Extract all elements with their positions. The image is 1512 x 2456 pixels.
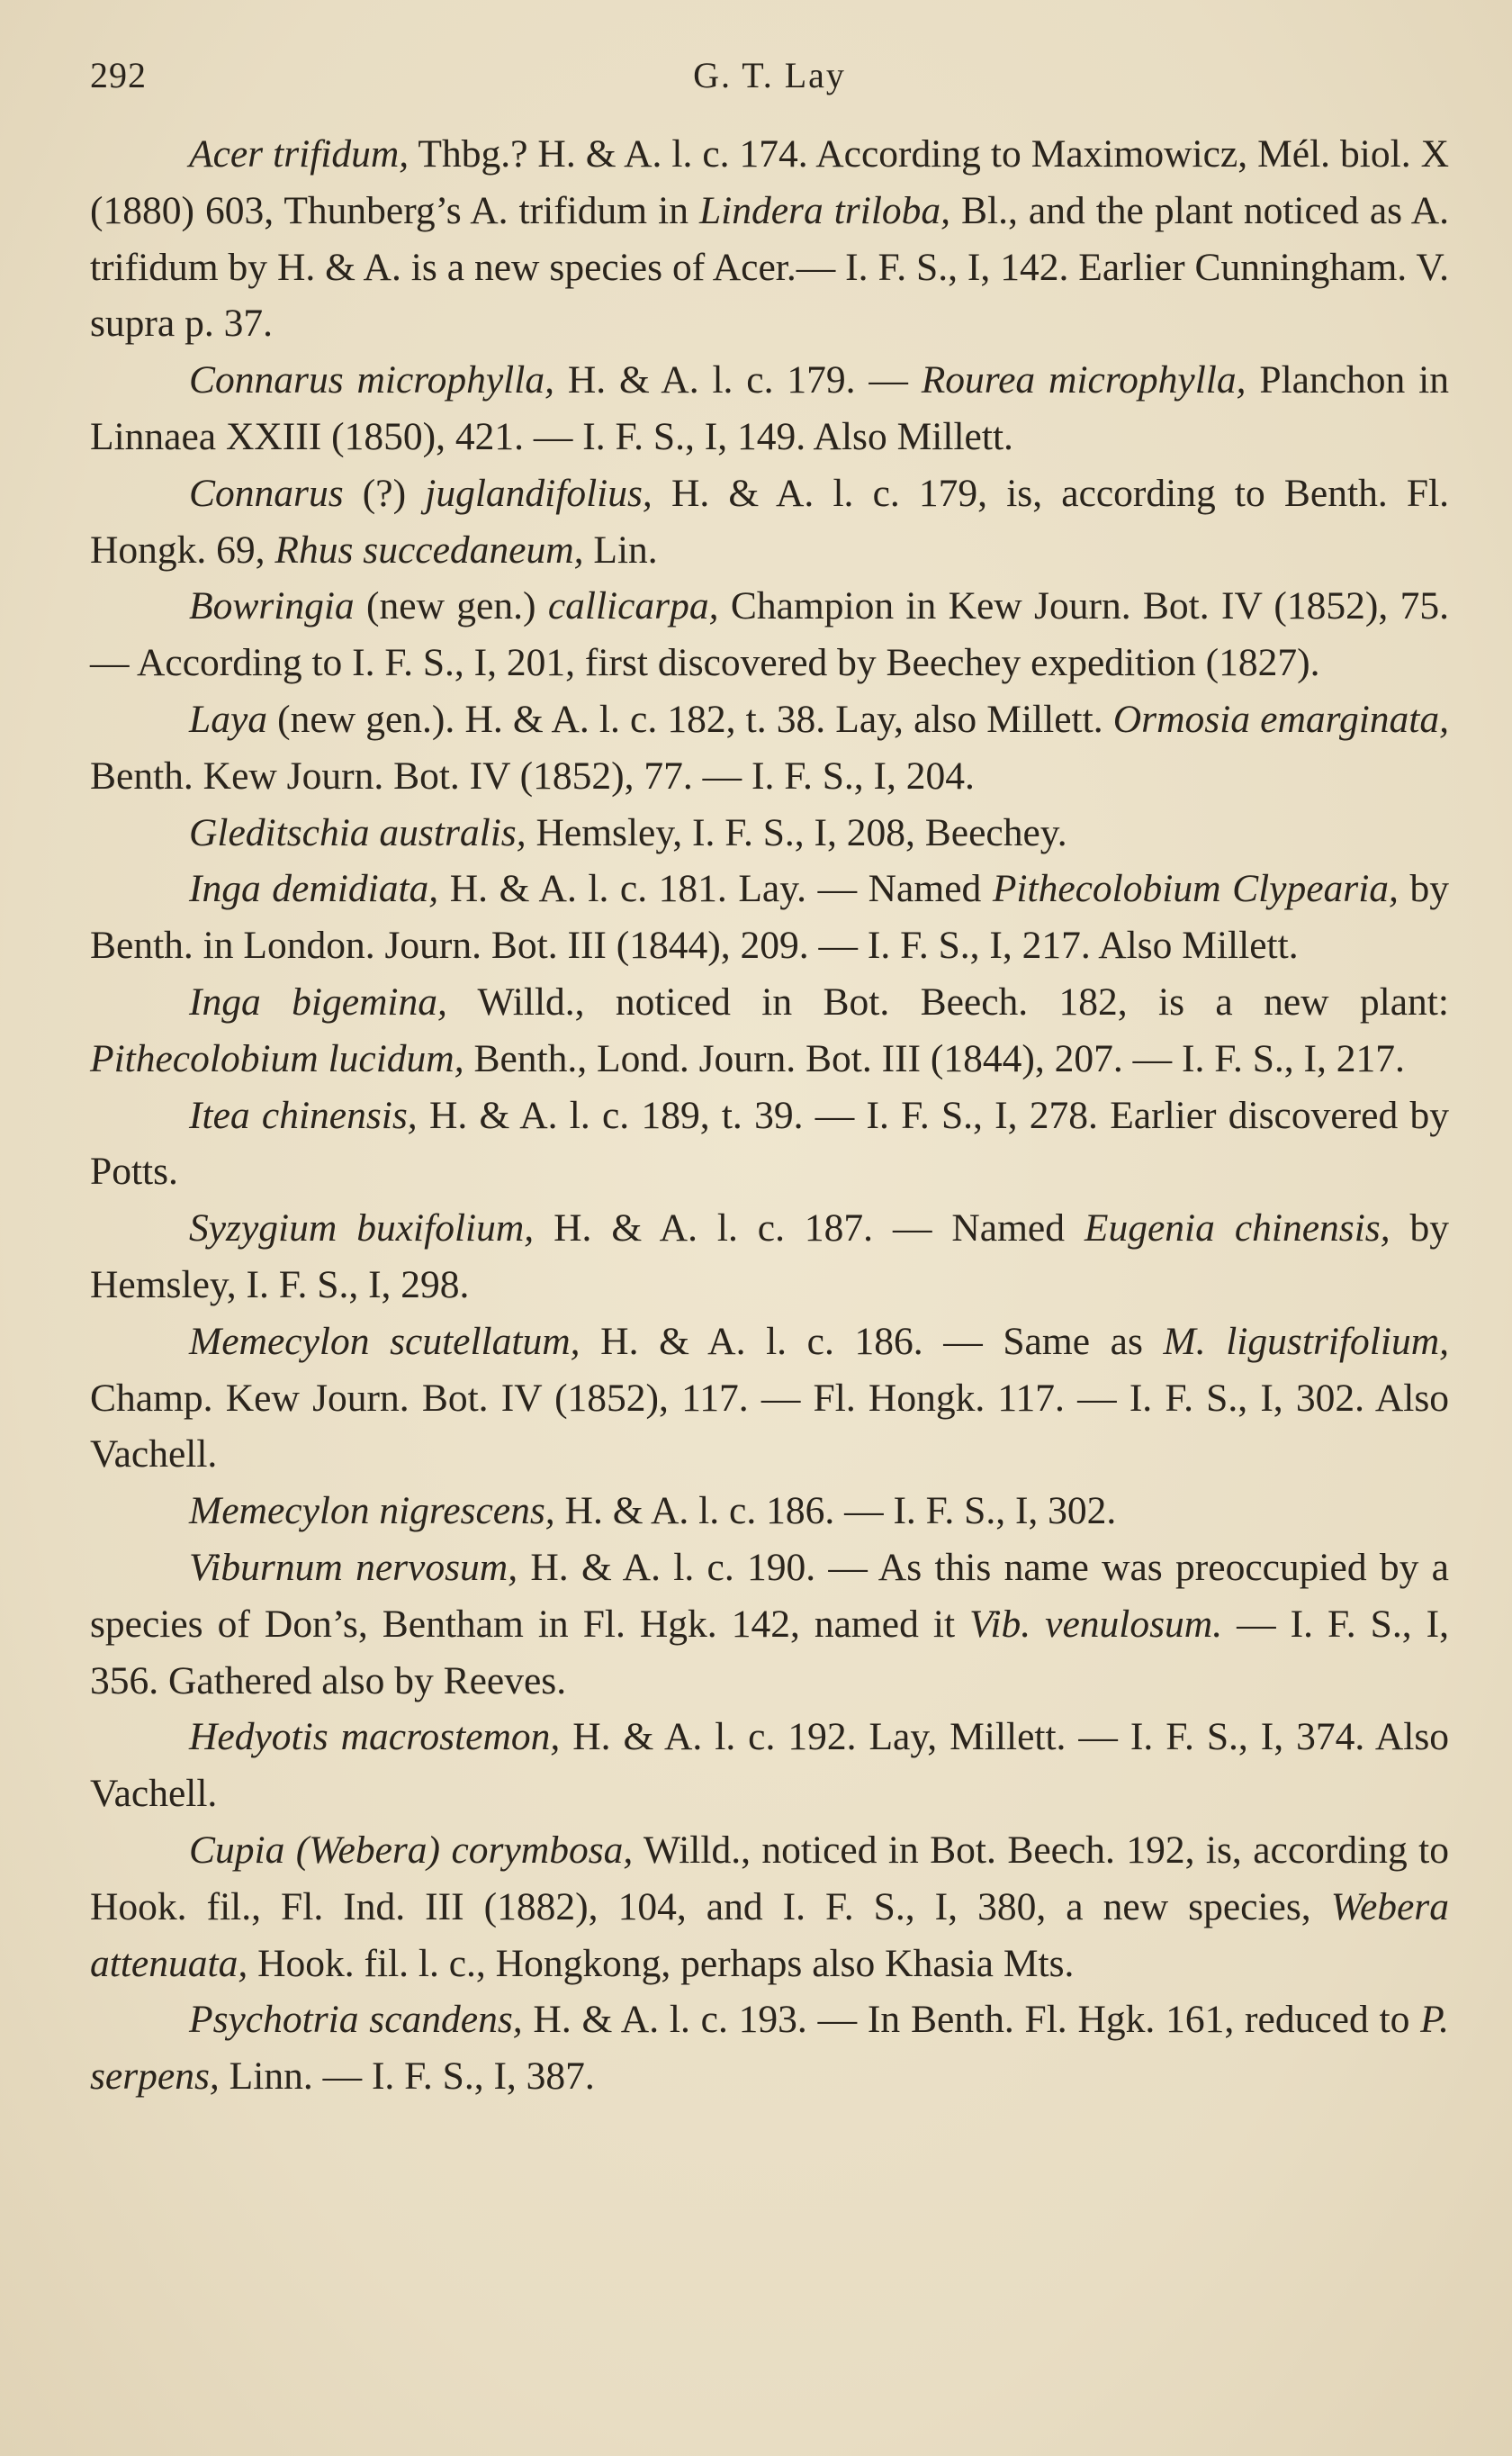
entry-text: Planchon in Linnaea XXIII (1850), 421. — I. F. S., I, 149. Also Millett. [90, 358, 1449, 458]
entry-text: Champion in Kew Journ. Bot. IV (1852), 75. — According to I. F. S., I, 201, first discovered by Beechey expedition (1827). [90, 584, 1449, 685]
entry-text: by Benth. in London. Journ. Bot. III (1844), 209. — I. F. S., I, 217. Also Millett. [90, 867, 1449, 968]
species-entry [90, 1540, 1449, 1709]
species-entry [90, 1991, 1449, 2105]
entry-text: — I. F. S., I, 356. Gathered also by Reeves. [90, 1602, 1449, 1702]
page-header [90, 54, 1449, 108]
taxon-name: Bowringia [189, 584, 355, 628]
taxon-name: Connarus microphylla, [189, 358, 554, 402]
entry-text: H. & A. l. c. 193. — In Benth. Fl. Hgk. 161, reduced to [522, 1998, 1421, 2042]
taxon-name: M. ligustrifolium, [1163, 1319, 1450, 1363]
taxon-name: Memecylon nigrescens, [189, 1489, 555, 1533]
taxon-name: Inga bigemina, [189, 980, 447, 1024]
running-head: G. T. Lay [693, 55, 846, 95]
taxon-name: Lindera triloba, [698, 188, 951, 232]
taxon-name: Ormosia emarginata, [1112, 697, 1449, 741]
taxon-name: Rourea microphylla, [921, 358, 1246, 402]
taxon-name: Cupia (Webera) corymbosa, [189, 1828, 634, 1872]
species-entry [90, 974, 1449, 1088]
taxon-name: Connarus [189, 471, 344, 515]
entry-text: Bl., and the plant noticed as A. trifidum by H. & A. is a new species of Acer.— I. F. S., I, 142. Earlier Cunningham. V. supra p. 37. [90, 188, 1449, 346]
page-number: 292 [90, 55, 147, 95]
entry-text: H. & A. l. c. 190. — As this name was preoccupied by a species of Don’s, Bentham in Fl. Hgk. 142, named it [90, 1545, 1449, 1646]
entry-text: Hemsley, I. F. S., I, 208, Beechey. [526, 810, 1067, 854]
entry-text: H. & A. l. c. 179. — [554, 358, 922, 402]
entry-text: Hook. fil. l. c., Hongkong, perhaps also Khasia Mts. [248, 1941, 1075, 1985]
entry-text: H. & A. l. c. 179, is, according to Benth. Fl. Hongk. 69, [90, 471, 1450, 572]
taxon-name: juglandifolius, [425, 471, 652, 515]
entry-text: Champ. Kew Journ. Bot. IV (1852), 117. — Fl. Hongk. 117. — I. F. S., I, 302. Also Vachell. [90, 1376, 1449, 1476]
taxon-name: Psychotria scandens, [189, 1998, 523, 2042]
taxon-name: Laya [189, 697, 267, 741]
taxon-name: Pithecolobium Clypearia, [992, 867, 1399, 911]
species-entry [90, 1483, 1449, 1540]
taxon-name: Pithecolobium lucidum, [90, 1036, 464, 1080]
entry-text: (new gen.) [354, 584, 548, 628]
entry-text: H. & A. l. c. 186. — I. F. S., I, 302. [554, 1489, 1117, 1533]
taxon-name: P. serpens, [90, 1998, 1449, 2099]
taxon-name: Itea chinensis, [189, 1093, 418, 1137]
species-entry [90, 1822, 1449, 1991]
entry-text: Willd., noticed in Bot. Beech. 192, is, according to Hook. fil., Fl. Ind. III (1882), 104, and I. F. S., I, 380, a new species, [90, 1828, 1449, 1928]
entry-text: Benth. Kew Journ. Bot. IV (1852), 77. — I. F. S., I, 204. [90, 754, 975, 798]
species-entry [90, 861, 1449, 974]
species-entry [90, 1200, 1449, 1314]
species-entry [90, 352, 1449, 465]
entry-text: Willd., noticed in Bot. Beech. 182, is a new plant: [446, 980, 1449, 1024]
taxon-name: Rhus succedaneum, [274, 528, 584, 572]
entry-text: H. & A. l. c. 187. — Named [534, 1206, 1084, 1251]
taxon-name: Inga demidiata, [189, 867, 439, 911]
species-entry [90, 1709, 1449, 1822]
entry-text: Linn. — I. F. S., I, 387. [219, 2054, 595, 2099]
species-entry [90, 126, 1449, 352]
taxon-name: Gleditschia australis, [189, 810, 526, 854]
species-entry [90, 691, 1449, 805]
entry-text: (?) [343, 471, 426, 515]
species-entry [90, 1314, 1449, 1483]
taxon-name: Syzygium buxifolium, [189, 1206, 535, 1251]
taxon-name: Webera attenuata, [90, 1884, 1449, 1985]
entry-text: H. & A. l. c. 189, t. 39. — I. F. S., I, 278. Earlier discovered by Potts. [90, 1093, 1449, 1194]
taxon-name: Acer trifidum, [189, 132, 410, 176]
species-entry [90, 1088, 1449, 1201]
entry-text: H. & A. l. c. 192. Lay, Millett. — I. F. S., I, 374. Also Vachell. [90, 1715, 1449, 1816]
entry-text: Lin. [583, 528, 658, 572]
species-entry [90, 805, 1449, 862]
entry-text: by Hemsley, I. F. S., I, 298. [90, 1206, 1450, 1306]
taxon-name: Vib. venulosum. [969, 1602, 1223, 1646]
entry-text: H. & A. l. c. 186. — Same as [580, 1319, 1164, 1363]
entry-text: H. & A. l. c. 181. Lay. — Named [438, 867, 993, 911]
body-text [90, 126, 1449, 2105]
species-entry [90, 578, 1449, 691]
entry-text: (new gen.). H. & A. l. c. 182, t. 38. Lay, also Millett. [267, 697, 1113, 741]
entry-text: Thbg.? H. & A. l. c. 174. According to Maximowicz, Mél. biol. X (1880) 603, Thunberg’s A. trifidum in [90, 132, 1449, 232]
taxon-name: Memecylon scutellatum, [189, 1319, 580, 1363]
species-entry [90, 465, 1449, 579]
taxon-name: Viburnum nervosum, [189, 1545, 518, 1589]
entry-text: Benth., Lond. Journ. Bot. III (1844), 207. — I. F. S., I, 217. [464, 1036, 1405, 1080]
taxon-name: callicarpa, [547, 584, 719, 628]
taxon-name: Eugenia chinensis, [1084, 1206, 1390, 1251]
taxon-name: Hedyotis macrostemon, [189, 1715, 561, 1759]
